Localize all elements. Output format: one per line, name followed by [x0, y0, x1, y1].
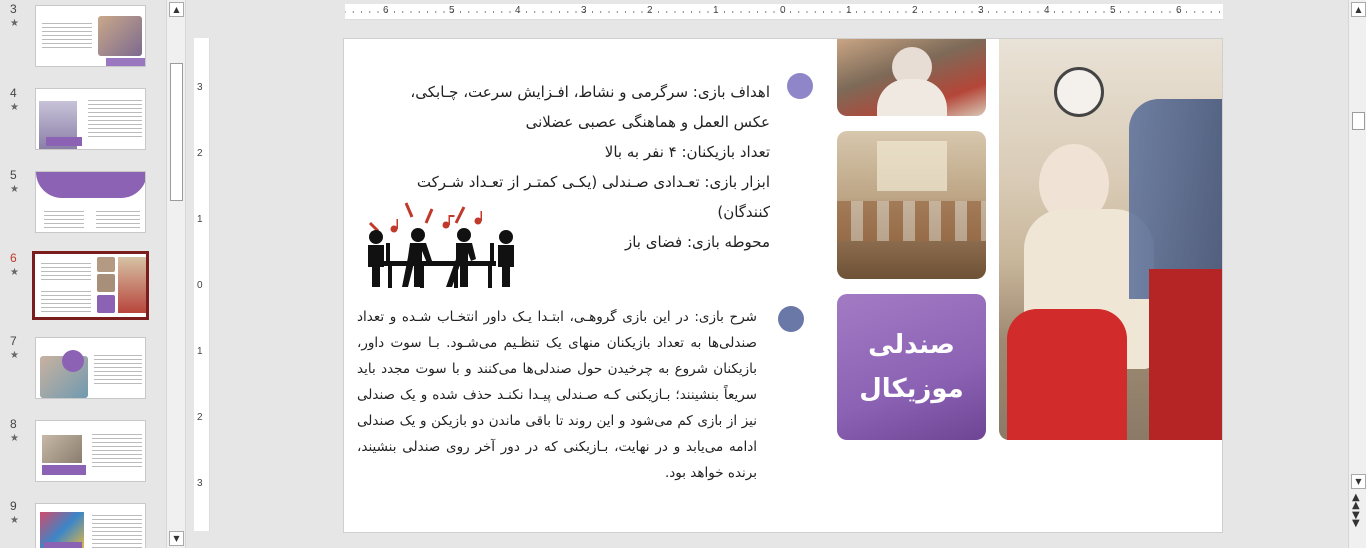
next-slide-icon[interactable]: ▼ ▼: [1352, 510, 1360, 529]
goals-line: اهداف بازی: سرگرمی و نشاط، افـزایش سرعت، چـابکی،: [410, 83, 770, 101]
title-line: صندلی: [868, 330, 955, 360]
animation-star-icon: ★: [10, 18, 19, 29]
ruler-label: 3: [581, 5, 587, 16]
scrollbar-thumb[interactable]: [1352, 112, 1365, 130]
ruler-label: 6: [383, 5, 389, 16]
thumbnail-number: 5: [10, 168, 17, 182]
title-line: موزیکال: [859, 374, 964, 404]
animation-star-icon: ★: [10, 184, 19, 195]
elderly-group-photo-top: [837, 39, 986, 116]
elderly-circle-chairs-photo: [837, 131, 986, 279]
ruler-label: 2: [197, 148, 203, 159]
tools-line: ابزار بازی: تعـدادی صـندلی (یکـی کمتـر از تعـداد شـرکت: [416, 173, 770, 191]
slide-thumbnail-5[interactable]: [35, 171, 146, 233]
scroll-up-arrow-icon[interactable]: ▲: [1351, 2, 1366, 17]
scroll-up-arrow-icon[interactable]: ▲: [169, 2, 184, 17]
players-line: تعداد بازیکنان: ۴ نفر به بالا: [604, 143, 770, 161]
ruler-label: 5: [449, 5, 455, 16]
ruler-label: 1: [713, 5, 719, 16]
slide-thumbnail-9[interactable]: [35, 503, 146, 548]
ruler-label: 2: [912, 5, 918, 16]
ruler-label: 1: [197, 346, 203, 357]
ruler-label: 6: [1176, 5, 1182, 16]
slide-thumbnail-3[interactable]: [35, 5, 146, 67]
bullet-circle: [787, 73, 813, 99]
ruler-label: 3: [197, 478, 203, 489]
thumbnail-scrollbar[interactable]: [166, 0, 186, 548]
ruler-label: 3: [197, 82, 203, 93]
game-description-textbox[interactable]: شرح بازی: در این بازی گروهـی، ابتـدا یـک داور انتخـاب شـده و تعداد صندلی‌ها به تعداد بازیکنان منهای یک تنظـیم می‌شـود. بـا سوت داور، بازیکنان شروع به چرخیدن حول صندلی‌ها می‌کنند و با سوت مجدد باید سریعاً بنشینند؛ بـازیکنی کـه صـندلی پیـدا نکنـد حذف شده و یک صندلی نیز از بازی کم می‌شود و این روند تا باقی ماندن دو بازیکن و یک صندلی ادامه می‌یابد و در نهایت، بـازیکنی که در دور آخر روی صندلی بنشیند، برنده خواهد بود.: [357, 309, 757, 481]
slide-thumbnail-pane: [0, 0, 166, 548]
thumbnail-number: 4: [10, 86, 17, 100]
ruler-label: 2: [197, 412, 203, 423]
musical-chairs-icon: [362, 199, 522, 291]
bullet-circle: [778, 306, 804, 332]
ruler-label: 3: [978, 5, 984, 16]
previous-slide-icon[interactable]: ▲ ▲: [1352, 492, 1360, 511]
animation-star-icon: ★: [10, 515, 19, 526]
area-line: محوطه بازی: فضای باز: [624, 233, 770, 251]
thumbnail-number: 9: [10, 499, 17, 513]
thumbnail-number: 3: [10, 2, 17, 16]
scrollbar-thumb[interactable]: [170, 63, 183, 201]
slide-thumbnail-6[interactable]: [32, 251, 149, 320]
ruler-label: 5: [1110, 5, 1116, 16]
ruler-label: 2: [647, 5, 653, 16]
ruler-label: 4: [1044, 5, 1050, 16]
slide-title-box[interactable]: [837, 294, 986, 440]
vertical-ruler[interactable]: [194, 38, 210, 531]
slide-thumbnail-8[interactable]: [35, 420, 146, 482]
ruler-label: 1: [846, 5, 852, 16]
animation-star-icon: ★: [10, 433, 19, 444]
tools-line: کنندگان): [717, 203, 770, 221]
thumbnail-number: 8: [10, 417, 17, 431]
ruler-label: 4: [515, 5, 521, 16]
slide-thumbnail-7[interactable]: [35, 337, 146, 399]
slide-canvas[interactable]: [343, 38, 1223, 533]
thumbnail-number: 7: [10, 334, 17, 348]
ruler-label: 0: [780, 5, 786, 16]
slide-scrollbar[interactable]: [1348, 0, 1366, 548]
animation-star-icon: ★: [10, 350, 19, 361]
slide-thumbnail-4[interactable]: [35, 88, 146, 150]
animation-star-icon: ★: [10, 267, 19, 278]
elderly-woman-chair-photo: [999, 39, 1223, 440]
horizontal-ruler[interactable]: [345, 4, 1223, 20]
goals-line: عکس العمل و هماهنگی عصبی عضلانی: [525, 113, 770, 131]
animation-star-icon: ★: [10, 102, 19, 113]
scroll-down-arrow-icon[interactable]: ▼: [1351, 474, 1366, 489]
thumbnail-number: 6: [10, 251, 17, 265]
scroll-down-arrow-icon[interactable]: ▼: [169, 531, 184, 546]
ruler-label: 0: [197, 280, 203, 291]
ruler-label: 1: [197, 214, 203, 225]
